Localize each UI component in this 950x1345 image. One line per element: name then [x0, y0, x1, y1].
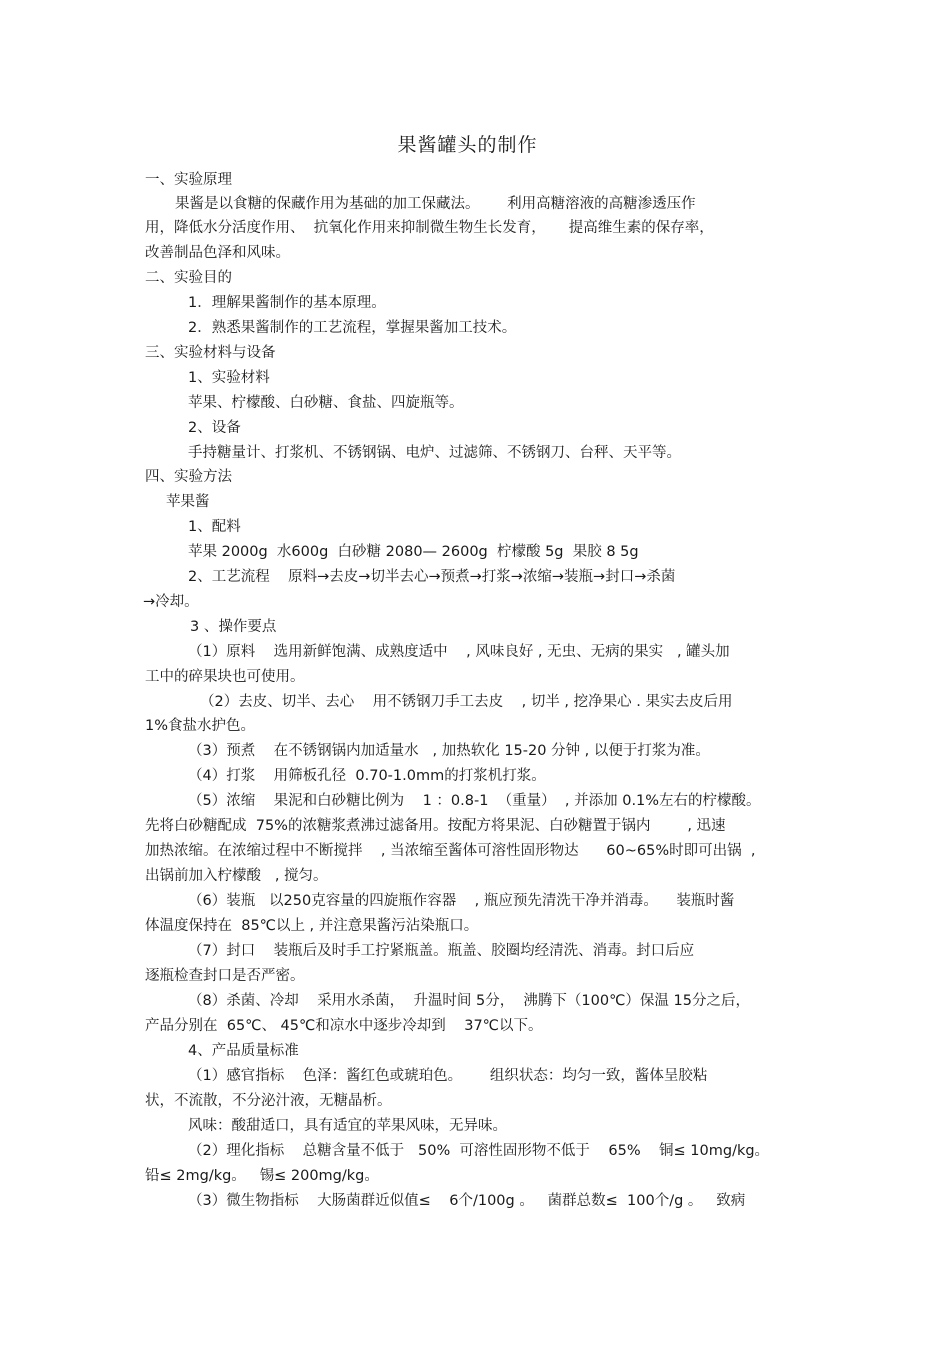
quality-standard-subheading: 4、产品质量标准: [188, 1043, 299, 1059]
step-6-line-2: 体温度保持在 85℃以上 , 并注意果酱污沾染瓶口。: [145, 918, 479, 934]
method-product-name: 苹果酱: [166, 494, 210, 510]
sensory-index-line-1: （1）感官指标 色泽：酱红色或琥珀色。 组织状态：均匀一致，酱体呈胶粘: [188, 1068, 708, 1084]
sensory-index-line-2: 状，不流散，不分泌汁液，无糖晶析。: [145, 1093, 392, 1109]
step-5-line-3: 加热浓缩。在浓缩过程中不断搅拌 , 当浓缩至酱体可溶性固形物达 60~65%时即可出锅 ,: [145, 843, 756, 859]
physicochemical-index-line-1: （2）理化指标 总糖含量不低于 50% 可溶性固形物不低于 65% 铜≤ 10mg/kg。: [188, 1143, 770, 1159]
step-5-line-2: 先将白砂糖配成 75%的浓糖浆煮沸过滤备用。按配方将果泥、白砂糖置于锅内 , 迅速: [145, 818, 726, 834]
document-title: 果酱罐头的制作: [397, 134, 538, 156]
step-5-line-1: （5）浓缩 果泥和白砂糖比例为 1 ：0.8-1 （重量） , 并添加 0.1%左右的柠檬酸。: [188, 793, 761, 809]
principle-paragraph-line-2: 用，降低水分活度作用、 抗氧化作用来抑制微生物生长发育， 提高维生素的保存率，: [145, 220, 714, 236]
microbiological-index-line: （3）微生物指标 大肠菌群近似值≤ 6个/100g 。 菌群总数≤ 100个/g 。 致病: [188, 1193, 746, 1209]
process-flow-line-1: 2、工艺流程 原料→去皮→切半去心→预煮→打浆→浓缩→装瓶→封口→杀菌: [188, 569, 676, 585]
step-4-line: （4）打浆 用筛板孔径 0.70-1.0mm的打浆机打浆。: [188, 768, 546, 784]
materials-subheading: 1、实验材料: [188, 370, 270, 386]
purpose-item-2: 2．熟悉果酱制作的工艺流程，掌握果酱加工技术。: [188, 320, 517, 336]
section-heading-principle: 一、实验原理: [145, 172, 232, 188]
materials-list: 苹果、柠檬酸、白砂糖、食盐、四旋瓶等。: [188, 395, 464, 411]
step-8-line-1: （8）杀菌、冷却 采用水杀菌， 升温时间 5分， 沸腾下（100℃）保温 15分之后，: [188, 993, 750, 1009]
physicochemical-index-line-2: 铅≤ 2mg/kg。 锡≤ 200mg/kg。: [145, 1168, 379, 1184]
equipment-list: 手持糖量计、打浆机、不锈钢锅、电炉、过滤筛、不锈钢刀、台秤、天平等。: [188, 445, 681, 461]
section-heading-method: 四、实验方法: [145, 469, 232, 485]
recipe-line: 苹果 2000g 水600g 白砂糖 2080— 2600g 柠檬酸 5g 果胶 8 5g: [188, 544, 639, 560]
step-3-line: （3）预煮 在不锈钢锅内加适量水 , 加热软化 15-20 分钟 , 以便于打浆为准。: [188, 743, 710, 759]
step-6-line-1: （6）装瓶 以250克容量的四旋瓶作容器 , 瓶应预先清洗干净并消毒。 装瓶时酱: [188, 893, 735, 909]
step-2-line-2: 1%食盐水护色。: [145, 718, 256, 734]
equipment-subheading: 2、设备: [188, 420, 241, 436]
recipe-subheading: 1、配料: [188, 519, 241, 535]
section-heading-purpose: 二、实验目的: [145, 270, 232, 286]
step-5-line-4: 出锅前加入柠檬酸 , 搅匀。: [145, 868, 328, 884]
principle-paragraph-line-1: 果酱是以食糖的保藏作用为基础的加工保藏法。 利用高糖溶液的高糖渗透压作: [175, 196, 696, 212]
process-flow-line-2: →冷却。: [143, 594, 199, 610]
purpose-item-1: 1．理解果酱制作的基本原理。: [188, 295, 386, 311]
flavor-line: 风味：酸甜适口，具有适宜的苹果风味，无异味。: [188, 1118, 507, 1134]
step-1-line-2: 工中的碎果块也可使用。: [145, 669, 305, 685]
step-7-line-2: 逐瓶检查封口是否严密。: [145, 968, 305, 984]
section-heading-materials: 三、实验材料与设备: [145, 345, 276, 361]
step-7-line-1: （7）封口 装瓶后及时手工拧紧瓶盖。瓶盖、胶圈均经清洗、消毒。封口后应: [188, 943, 695, 959]
step-2-line-1: （2）去皮、切半、去心 用不锈钢刀手工去皮 , 切半 , 挖净果心 . 果实去皮后用: [200, 694, 733, 710]
operation-points-subheading: 3 、操作要点: [190, 619, 277, 635]
step-1-line-1: （1）原料 选用新鲜饱满、成熟度适中 , 风味良好 , 无虫、无病的果实 , 罐头加: [188, 644, 730, 660]
principle-paragraph-line-3: 改善制品色泽和风味。: [145, 245, 290, 261]
step-8-line-2: 产品分别在 65℃、 45℃和凉水中逐步冷却到 37℃以下。: [145, 1018, 543, 1034]
